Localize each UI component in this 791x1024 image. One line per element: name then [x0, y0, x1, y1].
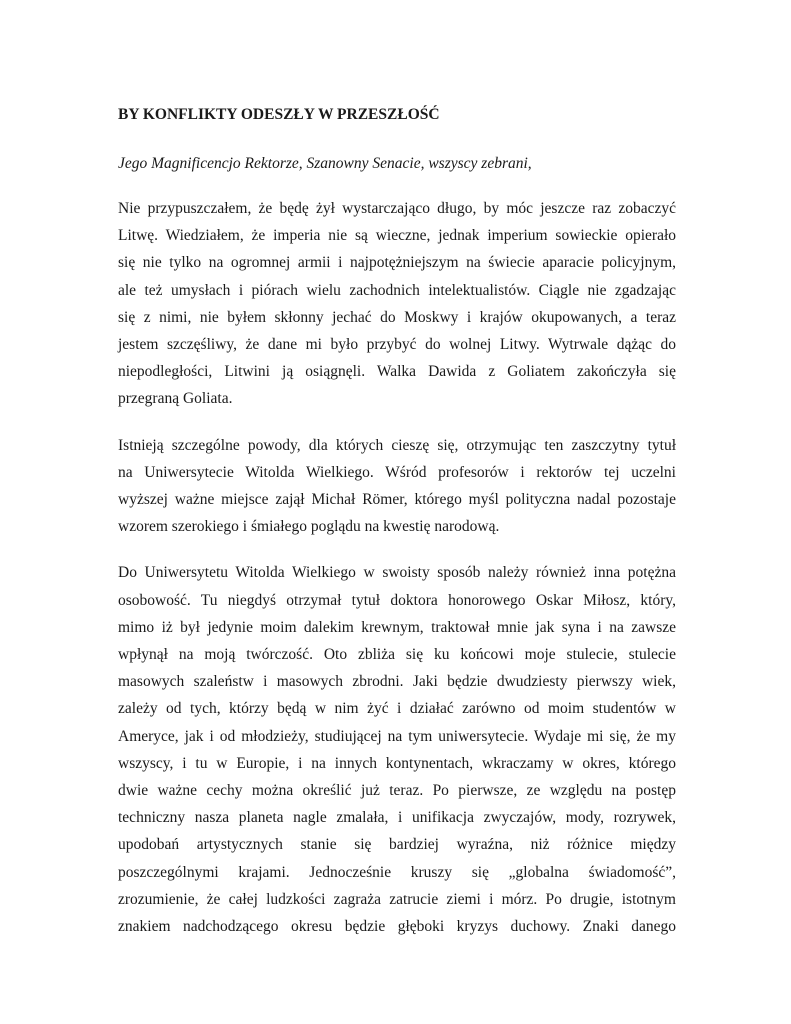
paragraph-line: ale też umysłach i piórach wielu zachodnich intelektualistów. Ciągle nie zgadzając [118, 281, 676, 299]
paragraph-line: niepodległości, Litwini ją osiągnęli. Walka Dawida z Goliatem zakończyła się [118, 363, 676, 381]
paragraph-line: upodobań artystycznych stanie się bardziej wyraźna, niż różnice między [118, 836, 676, 854]
paragraph-line: masowych szaleństw i masowych zbrodni. Jaki będzie dwudziesty pierwszy wiek, [118, 673, 676, 691]
salutation: Jego Magnificencjo Rektorze, Szanowny Senacie, wszyscy zebrani, [118, 155, 532, 172]
paragraph-line: wzorem szerokiego i śmiałego poglądu na kwestię narodową. [118, 518, 500, 536]
paragraph-line: zrozumienie, że całej ludzkości zagraża zatrucie ziemi i mórz. Po drugie, istotnym [118, 890, 676, 908]
paragraph-1 [118, 195, 676, 413]
paragraph-2 [118, 432, 676, 541]
paragraph-3 [118, 559, 676, 940]
paragraph-line: Istnieją szczególne powody, dla których cieszę się, otrzymując ten zaszczytny tytuł [118, 436, 676, 454]
paragraph-line: Litwę. Wiedziałem, że imperia nie są wieczne, jednak imperium sowieckie opierało [118, 227, 676, 245]
paragraph-line: Ameryce, jak i od młodzieży, studiującej na tym uniwersytecie. Wydaje mi się, że my [118, 727, 676, 745]
paragraph-line: wszyscy, i tu w Europie, i na innych kontynentach, wkraczamy w okres, którego [118, 754, 676, 772]
paragraph-line: wyższej ważne miejsce zajął Michał Römer, którego myśl polityczna nadal pozostaje [118, 491, 676, 509]
paragraph-line: zależy od tych, którzy będą w nim żyć i działać zarówno od moim studentów w [118, 700, 676, 718]
paragraph-line: osobowość. Tu niegdyś otrzymał tytuł doktora honorowego Oskar Miłosz, który, [118, 591, 676, 609]
paragraph-line: techniczny nasza planeta nagle zmalała, i unifikacja zwyczajów, mody, rozrywek, [118, 809, 676, 827]
document-page [118, 100, 676, 940]
paragraph-line: mimo iż był jedynie moim dalekim krewnym, traktował mnie jak syna i na zawsze [118, 618, 676, 636]
paragraph-line: dwie ważne cechy można określić już teraz. Po pierwsze, ze względu na postęp [118, 782, 676, 800]
paragraph-line: na Uniwersytecie Witolda Wielkiego. Wśród profesorów i rektorów tej uczelni [118, 463, 676, 481]
paragraph-line: Do Uniwersytetu Witolda Wielkiego w swoisty sposób należy również inna potężna [118, 564, 676, 582]
paragraph-line: Nie przypuszczałem, że będę żył wystarczająco długo, by móc jeszcze raz zobaczyć [118, 200, 676, 217]
paragraph-line: wpłynął na moją twórczość. Oto zbliża się ku końcowi moje stulecie, stulecie [118, 646, 676, 664]
document-title: BY KONFLIKTY ODESZŁY W PRZESZŁOŚĆ [118, 106, 440, 123]
paragraph-line: się z nimi, nie byłem skłonny jechać do Moskwy i krajów okupowanych, a teraz [118, 308, 676, 326]
paragraph-line: znakiem nadchodzącego okresu będzie głęboki kryzys duchowy. Znaki danego [118, 918, 676, 936]
paragraph-line: poszczególnymi krajami. Jednocześnie kruszy się „globalna świadomość”, [118, 863, 676, 881]
paragraph-line: przegraną Goliata. [118, 390, 233, 408]
paragraph-line: jestem szczęśliwy, że dane mi było przybyć do wolnej Litwy. Wytrwale dążąc do [118, 336, 676, 354]
paragraph-line: się nie tylko na ogromnej armii i najpotężniejszym na świecie aparacie policyjnym, [118, 254, 676, 272]
